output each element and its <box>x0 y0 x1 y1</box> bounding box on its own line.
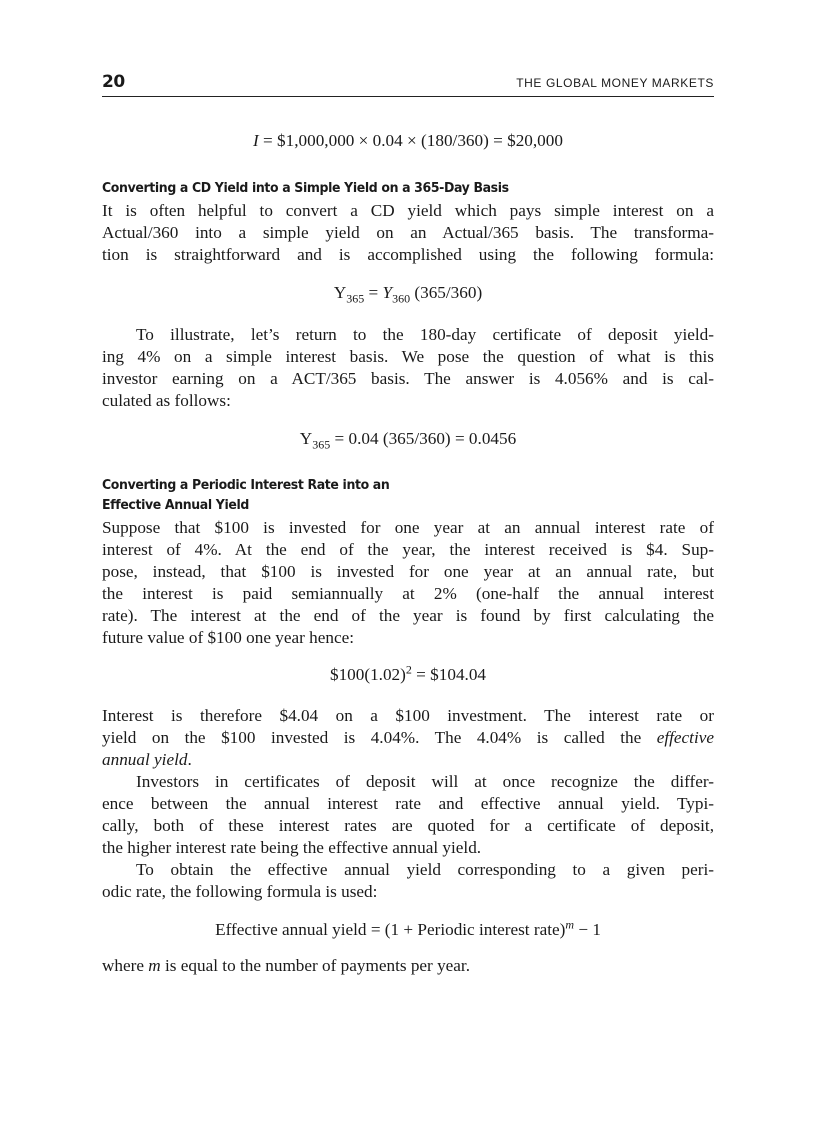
paragraph-line: investor earning on a ACT/365 basis. The answer is 4.056% and is cal- <box>102 369 714 388</box>
equation-future-value <box>102 664 714 686</box>
equation-exponent: m <box>565 917 575 932</box>
paragraph-line: culated as follows: <box>102 391 231 410</box>
equation-variable: I <box>253 131 259 150</box>
equation-body: Effective annual yield = (1 + Periodic interest rate) <box>215 920 566 939</box>
equation-body: (365/360) <box>410 283 483 302</box>
paragraph-line: tion is straightforward and is accomplished using the following formula: <box>102 245 714 264</box>
equation-body: = 0.04 (365/360) = 0.0456 <box>330 429 517 448</box>
paragraph-line: interest of 4%. At the end of the year, the interest received is $4. Sup- <box>102 540 714 559</box>
paragraph-line: odic rate, the following formula is used: <box>102 882 378 901</box>
italic-term: effective <box>656 728 714 747</box>
running-header <box>102 70 714 97</box>
equation-subscript: 365 <box>312 437 331 452</box>
equation-y365-formula <box>102 282 714 304</box>
paragraph-line: Interest is therefore $4.04 on a $100 investment. The interest rate or <box>102 706 714 725</box>
equation-symbol: Y <box>382 283 393 302</box>
paragraph-line <box>102 727 714 749</box>
paragraph-text: . <box>187 750 192 769</box>
paragraph-line <box>102 955 714 977</box>
equation-interest <box>102 130 714 152</box>
section-heading-effective-yield-line1: Converting a Periodic Interest Rate into an <box>102 477 390 493</box>
paragraph-line: Actual/360 into a simple yield on an Actual/365 basis. The transforma- <box>102 223 714 242</box>
paragraph-text: where <box>102 956 149 975</box>
equation-y365-example <box>102 428 714 450</box>
equation-result: = $104.04 <box>411 665 487 684</box>
equation-body: = $1,000,000 × 0.04 × (180/360) = $20,000 <box>258 131 563 150</box>
section-heading-cd-yield: Converting a CD Yield into a Simple Yield on a 365-Day Basis <box>102 180 509 196</box>
section-heading-effective-yield-line2: Effective Annual Yield <box>102 497 250 513</box>
paragraph-line: rate). The interest at the end of the year is found by first calculating the <box>102 606 714 625</box>
italic-variable: m <box>148 956 161 975</box>
equation-symbol: Y <box>299 429 313 448</box>
paragraph-line: cally, both of these interest rates are quoted for a certificate of deposit, <box>102 816 714 835</box>
paragraph-line <box>102 749 714 771</box>
paragraph-line: pose, instead, that $100 is invested for one year at an annual rate, but <box>102 562 714 581</box>
paragraph-line: Investors in certificates of deposit will at once recognize the differ- <box>136 772 714 791</box>
paragraph-line: ence between the annual interest rate and effective annual yield. Typi- <box>102 794 714 813</box>
paragraph-line: the interest is paid semiannually at 2% (one-half the annual interest <box>102 584 714 603</box>
page-number: 20 <box>102 72 125 92</box>
running-title: THE GLOBAL MONEY MARKETS <box>516 76 714 90</box>
paragraph-line: To illustrate, let’s return to the 180-day certificate of deposit yield- <box>136 325 714 344</box>
equation-effective-annual-yield <box>102 919 714 941</box>
equation-exponent: 2 <box>405 662 412 677</box>
paragraph-text: yield on the $100 invested is 4.04%. The 4.04% is called the <box>102 728 657 747</box>
paragraph-line: the higher interest rate being the effective annual yield. <box>102 838 482 857</box>
paragraph-line: future value of $100 one year hence: <box>102 628 354 647</box>
equation-subscript: 360 <box>392 291 411 306</box>
paragraph-line: Suppose that $100 is invested for one year at an annual interest rate of <box>102 518 714 537</box>
equation-body: $100(1.02) <box>329 665 406 684</box>
paragraph-line: To obtain the effective annual yield corresponding to a given peri- <box>136 860 714 879</box>
equation-tail: − 1 <box>574 920 601 939</box>
paragraph-line: It is often helpful to convert a CD yield which pays simple interest on a <box>102 201 714 220</box>
equation-symbol: Y <box>333 283 347 302</box>
equation-operator: = <box>364 283 383 302</box>
italic-term: annual yield <box>102 750 188 769</box>
equation-subscript: 365 <box>346 291 365 306</box>
paragraph-line: ing 4% on a simple interest basis. We pose the question of what is this <box>102 347 714 366</box>
paragraph-text: is equal to the number of payments per year. <box>160 956 471 975</box>
